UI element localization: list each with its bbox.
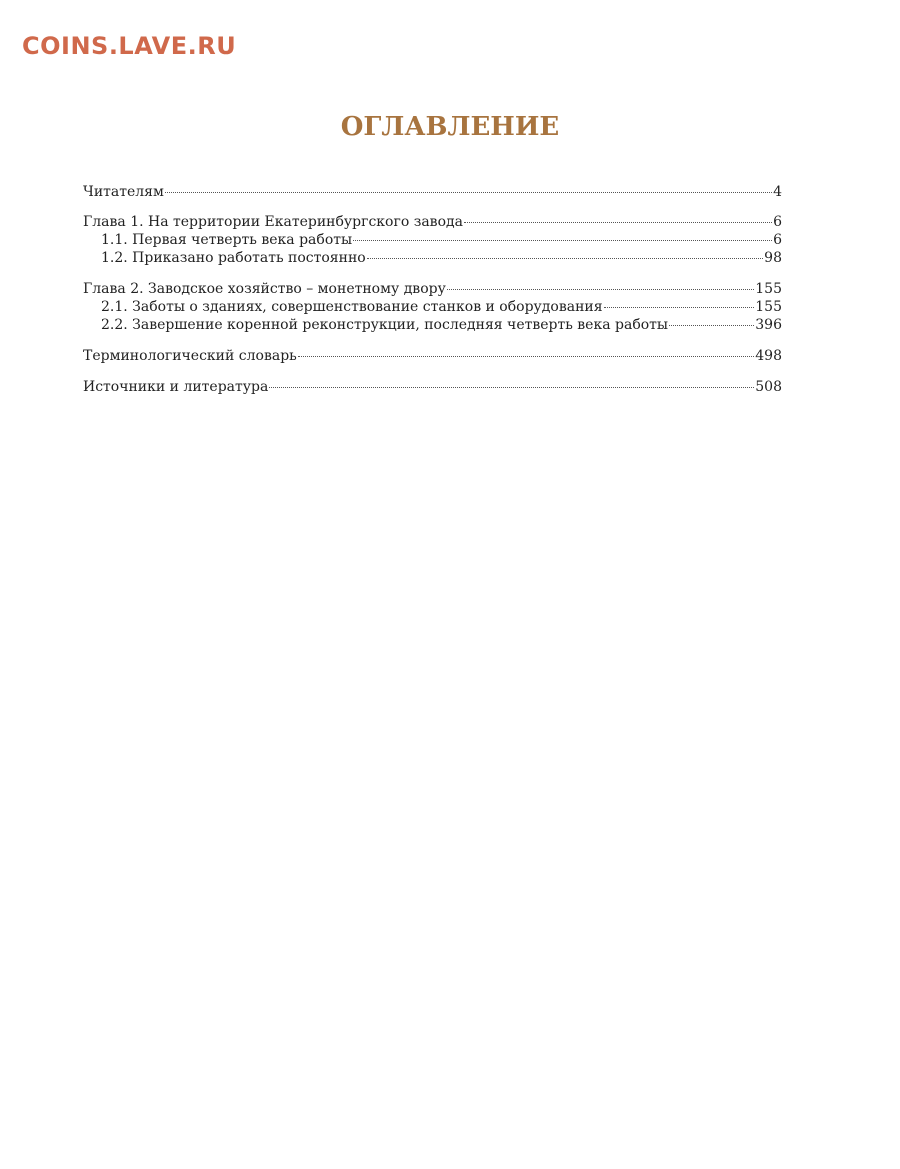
toc-dot-leader	[367, 258, 763, 259]
toc-page-number: 6	[773, 214, 782, 230]
toc-entry-label: 2.1. Заботы о зданиях, совершенствование станков и оборудования	[101, 299, 603, 315]
toc-dot-leader	[447, 289, 754, 290]
toc-entry-label: Источники и литература	[83, 379, 269, 395]
toc-entry-section-1-2[interactable]	[83, 249, 782, 267]
toc-entry-label: Глава 1. На территории Екатеринбургского завода	[83, 214, 463, 230]
toc-dot-leader	[298, 356, 754, 357]
toc-entry-section-1-1[interactable]	[83, 231, 782, 249]
table-of-contents	[83, 183, 782, 396]
toc-entry-label: 1.2. Приказано работать постоянно	[101, 250, 366, 266]
toc-entry-label: 1.1. Первая четверть века работы	[101, 232, 353, 248]
toc-page-number: 508	[755, 379, 782, 395]
toc-entry-label: Читателям	[83, 184, 164, 200]
toc-entry-section-2-2[interactable]	[83, 316, 782, 334]
toc-dot-leader	[269, 387, 754, 388]
toc-page-number: 155	[755, 299, 782, 315]
toc-entry-section-2-1[interactable]	[83, 298, 782, 316]
toc-dot-leader	[669, 325, 754, 326]
toc-entry-sources[interactable]	[83, 378, 782, 396]
toc-page-number: 155	[755, 281, 782, 297]
toc-entry-chapter-2[interactable]	[83, 280, 782, 298]
toc-entry-chapter-1[interactable]	[83, 213, 782, 231]
toc-page-number: 98	[764, 250, 782, 266]
toc-page-number: 396	[755, 317, 782, 333]
toc-page-number: 498	[755, 348, 782, 364]
toc-entry-label: Глава 2. Заводское хозяйство – монетному двору	[83, 281, 446, 297]
toc-entry-label: Терминологический словарь	[83, 348, 297, 364]
toc-dot-leader	[604, 307, 755, 308]
toc-entry-label: 2.2. Завершение коренной реконструкции, последняя четверть века работы	[101, 317, 669, 333]
toc-page-number: 4	[773, 184, 782, 200]
toc-entry-readers[interactable]	[83, 183, 782, 201]
page-title: ОГЛАВЛЕНИЕ	[340, 112, 560, 142]
toc-entry-glossary[interactable]	[83, 347, 782, 365]
toc-dot-leader	[165, 192, 772, 193]
toc-page-number: 6	[773, 232, 782, 248]
toc-dot-leader	[464, 222, 772, 223]
toc-dot-leader	[353, 240, 772, 241]
watermark-logo: COINS.LAVE.RU	[22, 32, 237, 60]
